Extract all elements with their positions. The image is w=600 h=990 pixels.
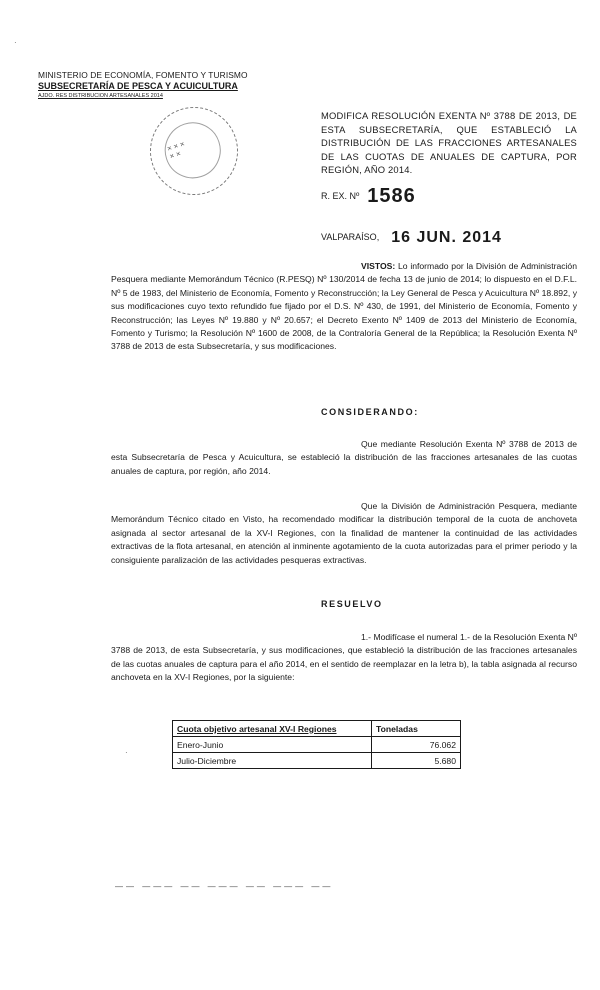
- table-header-cell: Cuota objetivo artesanal XV-I Regiones: [173, 721, 372, 737]
- table-header-cell: Toneladas: [372, 721, 461, 737]
- letterhead: [38, 70, 298, 100]
- dateline: [321, 229, 502, 247]
- quota-table: [172, 720, 461, 769]
- table-row: [173, 753, 461, 769]
- vistos-section: [111, 260, 577, 354]
- scan-mark: ·: [14, 38, 17, 47]
- rex-label: R. EX. Nº: [321, 191, 360, 201]
- resuelvo-heading: RESUELVO: [321, 599, 383, 609]
- rex-number: 1586: [367, 185, 416, 207]
- stamp-text: ✕ ✕ ✕ ✕ ✕: [166, 141, 186, 161]
- vistos-text: Lo informado por la División de Administración Pesquera mediante Memorándum Técnico (R.PESQ) Nº 130/2014 de fecha 13 de junio de 2014; lo dispuesto en el D.F.L. Nº 5 de 1983, del Ministerio de Economía, Fomento y Reconstrucción; la Ley General de Pesca y Acuicultura Nº 18.892, y sus modificaciones cuyo texto refundido fue fijado por el D.S. Nº 430, de 1991, del Ministerio de Economía, Fomento y Reconstrucción; las Leyes Nº 19.880 y Nº 20.657; el Decreto Exento Nº 1409 de 2013 del Ministerio de Economía, Fomento y Turismo; la Resolución Nº 1600 de 2008, de la Contraloría General de la República; la Resolución Exenta Nº 3788 de 2013 de esta Subsecretaría, y sus modificaciones.: [111, 261, 577, 352]
- date-stamp: 16 JUN. 2014: [391, 229, 502, 246]
- scan-mark: ·: [125, 748, 128, 757]
- subsecretary-name: SUBSECRETARÍA DE PESCA Y ACUICULTURA: [38, 81, 238, 91]
- resolution-title: MODIFICA RESOLUCIÓN EXENTA Nº 3788 DE 2013, DE ESTA SUBSECRETARÍA, QUE ESTABLECIÓ LA DISTRIBUCIÓN DE LAS FRACCIONES ARTESANALES DE LAS CUOTAS DE ANUALES DE CAPTURA, POR REGIÓN, AÑO 2014.: [321, 110, 577, 175]
- table-row: [173, 737, 461, 753]
- ministry-name: MINISTERIO DE ECONOMÍA, FOMENTO Y TURISMO: [38, 70, 248, 80]
- table-cell: 5.680: [372, 753, 461, 769]
- resolution-number-line: [321, 185, 416, 208]
- considerando-paragraph-2: Que la División de Administración Pesquera, mediante Memorándum Técnico citado en Visto, ha recomendado modificar la distribución temporal de la cuota de anchoveta asignada al sector artesanal de la XV-I Regiones, con la finalidad de mantener la continuidad de las actividades extractivas de la flota artesanal, en atención al inminente agotamiento de la cuota autorizadas para el primer periodo y la consiguiente paralización de las actividades pesqueras extractivas.: [111, 501, 577, 565]
- vistos-label: VISTOS:: [361, 261, 396, 271]
- table-cell: 76.062: [372, 737, 461, 753]
- place: VALPARAÍSO,: [321, 232, 380, 242]
- table-header-row: [173, 721, 461, 737]
- table-cell: Julio-Diciembre: [173, 753, 372, 769]
- document-reference: AJDO. RES DISTRIBUCION ARTESANALES 2014: [38, 93, 163, 99]
- page-footer-dashes: —— ——— —— ——— —— ——— ——: [115, 882, 334, 891]
- table-cell: Enero-Junio: [173, 737, 372, 753]
- official-stamp-icon: [139, 96, 250, 207]
- considerando-heading: CONSIDERANDO:: [321, 407, 419, 417]
- considerando-paragraph-1: Que mediante Resolución Exenta Nº 3788 de 2013 de esta Subsecretaría de Pesca y Acuicultura, se estableció la distribución de las fracciones artesanales de las cuotas anuales de captura, por región, año 2014.: [111, 439, 577, 476]
- resuelvo-paragraph-1: 1.- Modifícase el numeral 1.- de la Resolución Exenta Nº 3788 de 2013, de esta Subsecretaría, y sus modificaciones, que estableció la distribución de las fracciones artesanales de las cuotas anuales de captura para el año 2014, en el sentido de reemplazar en la letra b), la tabla asignada al recurso anchoveta en la XV-I Regiones, por la siguiente:: [111, 632, 577, 683]
